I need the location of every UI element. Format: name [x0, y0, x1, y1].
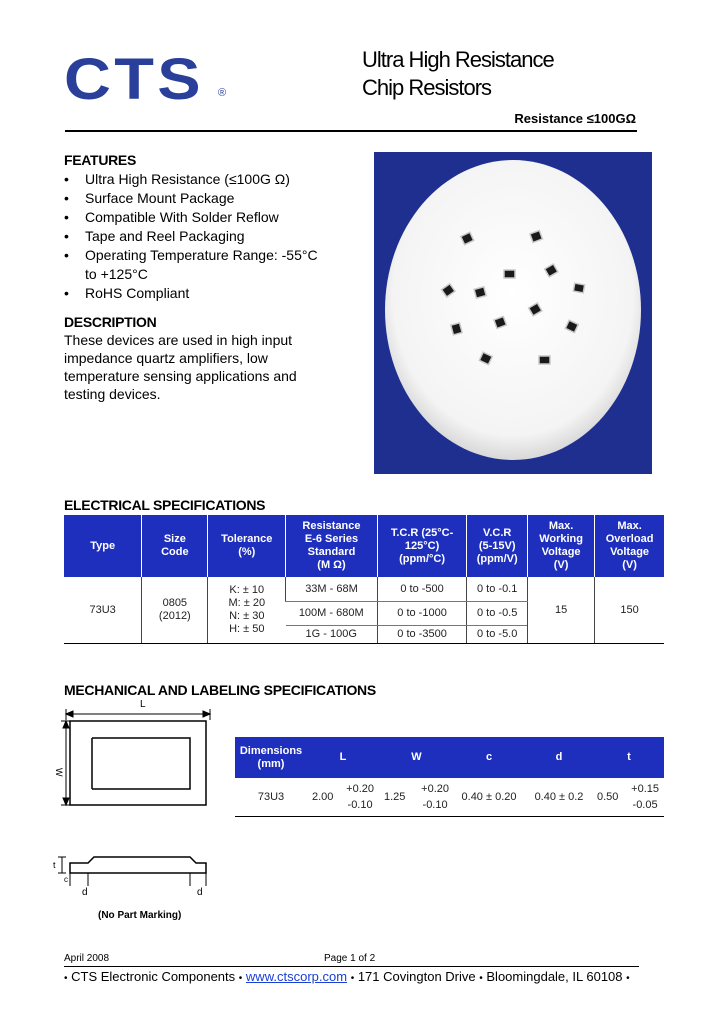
col-size: Size Code — [142, 515, 208, 577]
chip-resistors-image — [374, 152, 652, 474]
col-tolerance: Tolerance (%) — [208, 515, 286, 577]
col-overload-voltage: Max. Overload Voltage (V) — [595, 515, 664, 577]
footer-page-number: Page 1 of 2 — [324, 953, 376, 964]
feature-item — [64, 208, 318, 227]
cell-overload-voltage: 150 — [595, 577, 664, 643]
footer-address: 171 Covington Drive — [357, 969, 476, 984]
no-part-marking-note: (No Part Marking) — [98, 910, 182, 921]
label-c: c — [64, 875, 68, 884]
cell-resistance: 1G - 100G — [286, 625, 378, 643]
title-line-1: Ultra High Resistance — [362, 47, 554, 72]
table-row — [64, 577, 664, 601]
electrical-spec-table — [64, 515, 664, 644]
label-d-right: d — [197, 887, 203, 898]
cell-d: 0.40 ± 0.2 — [524, 778, 594, 817]
cell-tcr: 0 to -500 — [377, 577, 467, 601]
col-W: W — [379, 737, 454, 778]
footer-separator: • — [350, 973, 355, 984]
feature-text: Operating Temperature Range: -55°C — [85, 247, 318, 263]
cell-resistance: 33M - 68M — [286, 577, 378, 601]
footer-contact-line — [64, 969, 644, 984]
cell-working-voltage: 15 — [528, 577, 595, 643]
page-title — [362, 46, 554, 102]
footer-separator: • — [479, 973, 483, 984]
col-working-voltage: Max. Working Voltage (V) — [528, 515, 595, 577]
col-dimensions: Dimensions (mm) — [235, 737, 307, 778]
electrical-heading: ELECTRICAL SPECIFICATIONS — [64, 497, 266, 513]
label-L: L — [140, 699, 146, 710]
cell-tcr: 0 to -3500 — [377, 625, 467, 643]
cell-vcr: 0 to -5.0 — [467, 625, 528, 643]
bullet-icon: • — [64, 285, 69, 301]
cell-vcr: 0 to -0.1 — [467, 577, 528, 601]
label-d-left: d — [82, 887, 88, 898]
product-photo — [374, 152, 652, 474]
features-heading: FEATURES — [64, 152, 137, 168]
mechanical-heading: MECHANICAL AND LABELING SPECIFICATIONS — [64, 682, 376, 698]
title-line-2: Chip Resistors — [362, 75, 492, 100]
table-header-row — [235, 737, 664, 778]
feature-text: RoHS Compliant — [85, 285, 190, 301]
footer-rule — [64, 966, 639, 967]
resistance-subtitle: Resistance ≤100GΩ — [514, 111, 636, 126]
cell-size: 0805 (2012) — [142, 577, 208, 643]
bullet-icon: • — [64, 209, 69, 225]
cell-vcr: 0 to -0.5 — [467, 601, 528, 625]
feature-item — [64, 189, 318, 208]
description-text: These devices are used in high input impedance quartz amplifiers, low temperature sensing applications and testing devices. — [64, 332, 297, 402]
dimension-diagram — [44, 696, 224, 926]
features-list — [64, 170, 318, 303]
bullet-icon: • — [64, 190, 69, 206]
cell-c: 0.40 ± 0.20 — [454, 778, 524, 817]
feature-item — [64, 170, 318, 189]
col-L: L — [307, 737, 379, 778]
cell-L: 2.00 +0.20 -0.10 — [307, 778, 379, 817]
bullet-icon: • — [64, 171, 69, 187]
table-row — [235, 778, 664, 817]
bullet-icon: • — [64, 228, 69, 244]
col-resistance: Resistance E-6 Series Standard (M Ω) — [286, 515, 378, 577]
footer-city: Bloomingdale, IL 60108 — [486, 969, 623, 984]
cell-t: 0.50 +0.15 -0.05 — [594, 778, 664, 817]
col-c: c — [454, 737, 524, 778]
footer-company: CTS Electronic Components — [71, 969, 236, 984]
cell-W: 1.25 +0.20 -0.10 — [379, 778, 454, 817]
header-rule — [65, 130, 637, 132]
feature-text: Tape and Reel Packaging — [85, 228, 245, 244]
footer-separator: • — [64, 973, 68, 984]
feature-text: Ultra High Resistance (≤100G Ω) — [85, 171, 290, 187]
feature-item — [64, 227, 318, 246]
label-W: W — [54, 768, 64, 777]
col-t: t — [594, 737, 664, 778]
cell-type: 73U3 — [235, 778, 307, 817]
mechanical-spec-table — [235, 737, 664, 817]
col-d: d — [524, 737, 594, 778]
registered-mark: ® — [218, 87, 227, 99]
col-type: Type — [64, 515, 142, 577]
col-vcr: V.C.R (5-15V) (ppm/V) — [467, 515, 528, 577]
cell-type: 73U3 — [64, 577, 142, 643]
feature-text-cont: to +125°C — [85, 266, 148, 282]
feature-item — [64, 284, 318, 303]
cell-tcr: 0 to -1000 — [377, 601, 467, 625]
footer-separator: • — [626, 973, 630, 984]
cts-logo: CTS — [64, 47, 204, 112]
description-heading: DESCRIPTION — [64, 314, 157, 330]
footer-website-link[interactable]: www.ctscorp.com — [245, 969, 348, 984]
feature-text: Compatible With Solder Reflow — [85, 209, 279, 225]
col-tcr: T.C.R (25°C-125°C) (ppm/°C) — [377, 515, 467, 577]
table-header-row — [64, 515, 664, 577]
cell-tolerance: K: ± 10 M: ± 20 N: ± 30 H: ± 50 — [208, 577, 286, 643]
bullet-icon: • — [64, 247, 69, 263]
feature-item — [64, 246, 318, 284]
label-t: t — [53, 860, 56, 870]
feature-text: Surface Mount Package — [85, 190, 235, 206]
footer-separator: • — [238, 973, 243, 984]
footer-date: April 2008 — [64, 953, 110, 964]
cell-resistance: 100M - 680M — [286, 601, 378, 625]
